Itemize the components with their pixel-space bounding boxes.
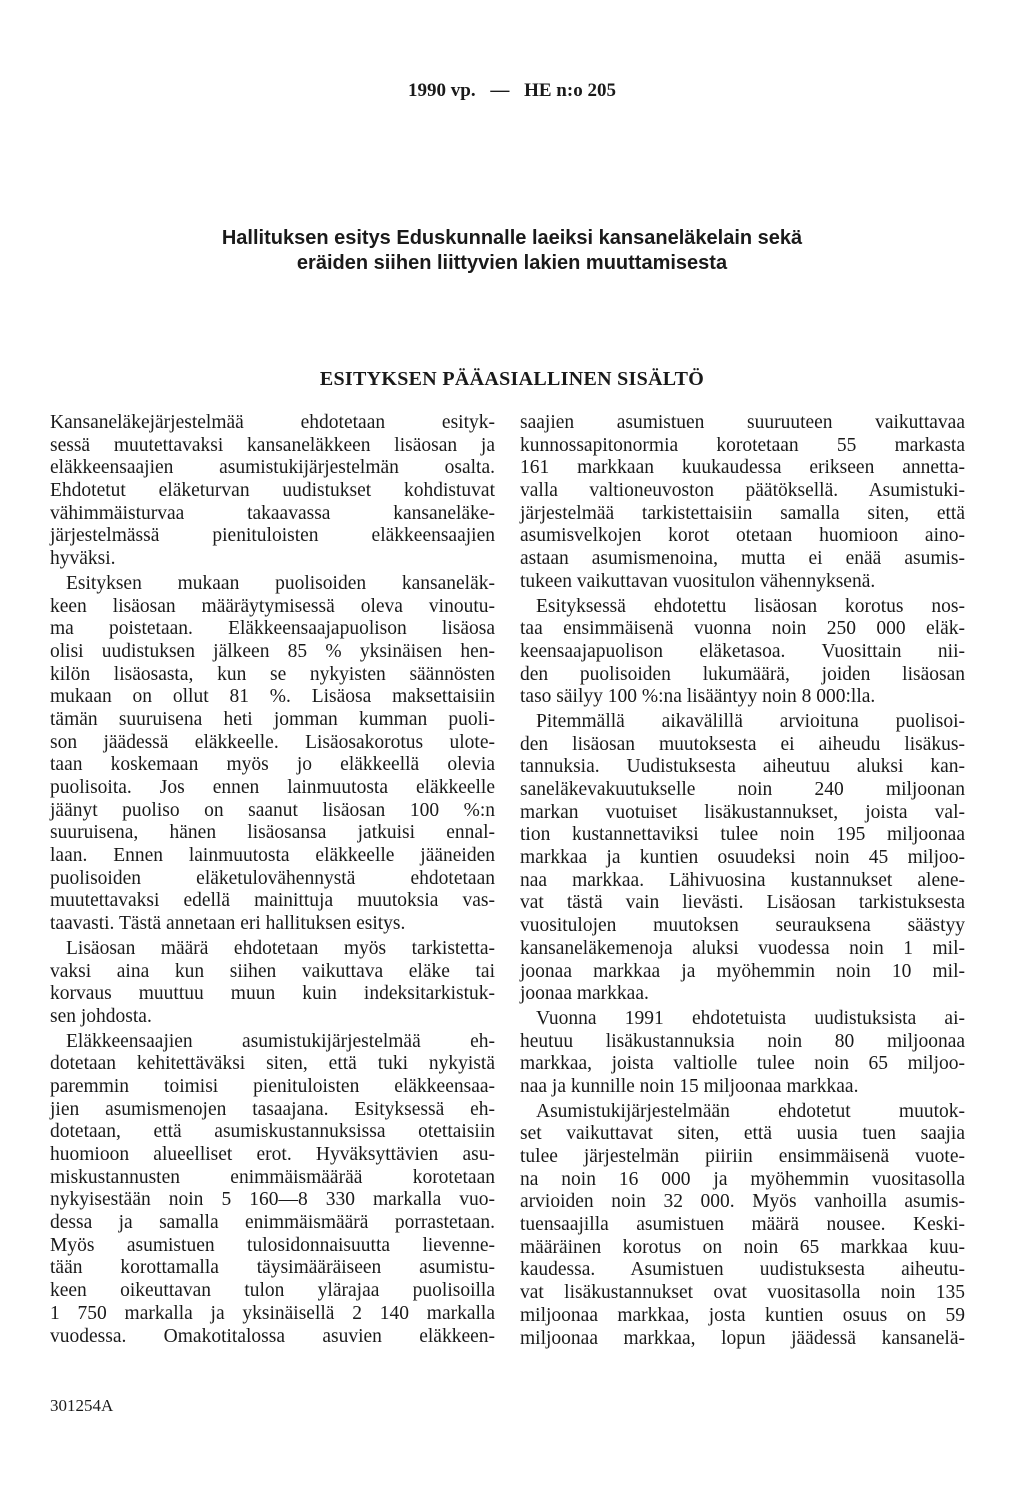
text-line: mukaan on ollut 81 %. Lisäosa maksettaisiin — [50, 686, 495, 708]
text-line: asumisvelkojen korot otetaan huomioon aino- — [520, 525, 965, 547]
document-title-line-2: eräiden siihen liittyvien lakien muuttamisesta — [296, 252, 728, 274]
text-line: huomioon alueelliset erot. Hyväksyttävien asu- — [50, 1144, 495, 1165]
text-line: Ehdotetut eläketurvan uudistukset kohdistuvat — [50, 480, 495, 502]
text-line: laan. Ennen lainmuutosta eläkkeelle jääneiden — [50, 845, 495, 867]
paragraph — [520, 711, 965, 1006]
text-line: Vuonna 1991 ehdotetuista uudistuksista ai- — [536, 1007, 965, 1029]
text-line: puolisoiden eläketulovähennystä ehdotetaan — [50, 867, 495, 889]
text-line: Pitemmällä aikavälillä arvioituna puolisoi- — [536, 710, 965, 732]
text-line: kunnossapitonormia korotetaan 55 markasta — [520, 434, 965, 456]
text-line: set vaikuttavat siten, että uusia tuen saajia — [520, 1123, 965, 1145]
text-line: tulee järjestelmän piiriin ensimmäisenä vuote- — [520, 1146, 965, 1167]
paragraph — [50, 938, 495, 1029]
text-line: Eläkkeensaajien asumistukijärjestelmää eh- — [66, 1030, 495, 1052]
text-line: son jäädessä eläkkeelle. Lisäosakorotus ulote- — [50, 731, 495, 753]
text-line: sen johdosta. — [50, 1005, 152, 1027]
running-header — [0, 80, 1024, 102]
text-line: suuruisena, hänen lisäosansa jatkuisi ennal- — [50, 822, 495, 844]
text-line: vähimmäisturvaa takaavassa kansaneläke- — [50, 502, 495, 524]
paragraph — [520, 1101, 965, 1351]
paragraph — [50, 573, 495, 936]
text-line: taan koskemaan myös jo eläkkeellä olevia — [50, 754, 495, 776]
text-line: taavasti. Tästä annetaan eri hallituksen esitys. — [50, 913, 406, 935]
text-line: saajien asumistuen suuruuteen vaikuttavaa — [520, 412, 965, 433]
text-line: naa markkaa. Lähivuosina kustannukset alene- — [520, 869, 965, 891]
text-line: 1 750 markalla ja yksinäisellä 2 140 markalla — [50, 1302, 495, 1324]
text-line: tukeen vaikuttavan vuositulon vähennyksenä. — [520, 570, 876, 592]
text-line: kansaneläkemenoja aluksi vuodessa noin 1 mil- — [520, 937, 965, 959]
text-line: nykyisestään noin 5 160—8 330 markalla vuo- — [50, 1189, 495, 1211]
text-line: Myös asumistuen tulosidonnaisuutta lievenne- — [50, 1234, 495, 1256]
text-line: muutettavaksi edellä mainittuja muutoksia vas- — [50, 890, 495, 912]
text-line: paremmin toimisi pienituloisten eläkkeensaa- — [50, 1075, 495, 1097]
text-line: dessa ja samalla enimmäismäärä porrastetaan. — [50, 1212, 495, 1234]
text-line: tion kustannettaviksi tulee noin 195 miljoonaa — [520, 824, 965, 846]
text-line: jien asumismenojen tasaajana. Esityksessä eh- — [50, 1098, 495, 1120]
text-line: vuodessa. Omakotitalossa asuvien eläkkeen- — [50, 1325, 495, 1347]
text-line: 161 markkaan kuukaudessa erikseen annetta- — [520, 457, 965, 479]
text-line: joonaa markkaa ja myöhemmin noin 10 mil- — [520, 960, 965, 982]
text-line: Esityksessä ehdotettu lisäosan korotus nos- — [536, 595, 965, 617]
text-line: saneläkevakuutukselle noin 240 miljoonan — [520, 779, 965, 800]
text-line: arvioiden noin 32 000. Myös vanhoilla asumis- — [520, 1191, 965, 1213]
section-heading: ESITYKSEN PÄÄASIALLINEN SISÄLTÖ — [319, 368, 705, 390]
text-line: olisi uudistuksen jälkeen 85 % yksinäisen hen- — [50, 640, 495, 662]
text-line: den puolisoiden lukumäärä, joiden lisäosan — [520, 663, 965, 685]
left-text-column — [50, 412, 495, 1350]
paragraph — [520, 596, 965, 709]
text-line: hyväksi. — [50, 548, 116, 570]
text-line: jäänyt puoliso on saanut lisäosan 100 %:n — [50, 799, 495, 821]
text-line: markkaa ja kuntien osuudeksi noin 45 miljoo- — [520, 847, 965, 869]
text-line: tämän suuruisena heti jomman kumman puoli- — [50, 708, 495, 730]
text-line: keen lisäosan määräytymisessä oleva vinoutu- — [50, 595, 495, 617]
document-title — [0, 226, 1024, 276]
text-line: heutuu lisäkustannuksia noin 80 miljoonaa — [520, 1030, 965, 1052]
text-line: kilön lisäosasta, kun se nykyisten säännösten — [50, 663, 495, 685]
text-line: miljoonaa markkaa, lopun jäädessä kansanelä- — [520, 1327, 965, 1349]
document-number: HE n:o 205 — [524, 80, 616, 101]
text-line: Esityksen mukaan puolisoiden kansaneläk- — [66, 572, 495, 594]
text-line: järjestelmää tarkistettaisiin samalla siten, että — [520, 502, 965, 524]
text-line: ma poistetaan. Eläkkeensaajapuolison lisäosa — [50, 618, 495, 640]
text-line: den lisäosan muutoksesta ei aiheudu lisäkus- — [520, 733, 965, 755]
text-line: keen oikeuttavan tulon ylärajaa puolisoilla — [50, 1280, 495, 1302]
header-dash: — — [490, 80, 510, 101]
session-year: 1990 vp. — [408, 80, 476, 101]
text-line: puolisoita. Jos ennen lainmuutosta eläkkeelle — [50, 777, 495, 798]
text-line: määräinen korotus on noin 65 markkaa kuu- — [520, 1236, 965, 1258]
document-title-line-1: Hallituksen esitys Eduskunnalle laeiksi kansaneläkelain sekä — [221, 227, 803, 249]
text-line: valla valtioneuvoston päätöksellä. Asumistuki- — [520, 480, 965, 502]
text-line: järjestelmässä pienituloisten eläkkeensaajien — [50, 525, 495, 547]
paragraph — [50, 412, 495, 571]
text-line: tannuksia. Uudistuksesta aiheutuu aluksi kan- — [520, 756, 965, 778]
text-line: Asumistukijärjestelmään ehdotetut muutok- — [536, 1100, 965, 1122]
text-line: Kansaneläkejärjestelmää ehdotetaan esityk- — [50, 412, 495, 433]
text-line: tuensaajilla asumistuen määrä nousee. Keski- — [520, 1214, 965, 1236]
right-text-column — [520, 412, 965, 1352]
text-line: korvaus muuttuu muun kuin indeksitarkistuk- — [50, 983, 495, 1005]
text-line: na noin 16 000 ja myöhemmin vuositasolla — [520, 1168, 965, 1190]
text-line: miljoonaa markkaa, josta kuntien osuus on 59 — [520, 1304, 965, 1326]
text-line: vat lisäkustannukset ovat vuositasolla noin 135 — [520, 1282, 965, 1304]
text-line: taso säilyy 100 %:na lisääntyy noin 8 000:lla. — [520, 686, 876, 708]
print-code: 301254A — [50, 1396, 114, 1415]
text-line: kaudessa. Asumistuen uudistuksesta aiheutu- — [520, 1259, 965, 1281]
paragraph — [50, 1031, 495, 1349]
text-line: markan vuotuiset lisäkustannukset, joista val- — [520, 801, 965, 823]
text-line: taa ensimmäisenä vuonna noin 250 000 eläk- — [520, 618, 965, 640]
text-line: keensaajapuolison eläketasoa. Vuosittain nii- — [520, 640, 965, 662]
text-line: miskustannusten enimmäismäärää korotetaan — [50, 1166, 495, 1188]
text-line: sessä muutettavaksi kansaneläkkeen lisäosan ja — [50, 434, 495, 456]
text-line: markkaa, joista valtiolle tulee noin 65 miljoo- — [520, 1053, 965, 1075]
text-line: vuositulojen muutoksen seurauksena säästyy — [520, 915, 965, 937]
text-line: dotetaan kehitettäväksi siten, että tuki nykyistä — [50, 1053, 495, 1075]
paragraph — [520, 412, 965, 594]
text-line: tään korottamalla täysimääräiseen asumistu- — [50, 1257, 495, 1279]
text-line: astaan asumismenoina, mutta ei enää asumis- — [520, 548, 965, 570]
text-line: joonaa markkaa. — [520, 983, 649, 1005]
text-line: vat tästä vain lievästi. Lisäosan tarkistuksesta — [520, 892, 965, 914]
text-line: naa ja kunnille noin 15 miljoonaa markkaa. — [520, 1075, 859, 1097]
text-line: vaksi aina kun siihen vaikuttava eläke tai — [50, 960, 495, 982]
paragraph — [520, 1008, 965, 1099]
text-line: eläkkeensaajien asumistukijärjestelmän osalta. — [50, 457, 495, 479]
text-line: dotetaan, että asumiskustannuksissa otettaisiin — [50, 1121, 495, 1143]
text-line: Lisäosan määrä ehdotetaan myös tarkistetta- — [66, 937, 495, 959]
